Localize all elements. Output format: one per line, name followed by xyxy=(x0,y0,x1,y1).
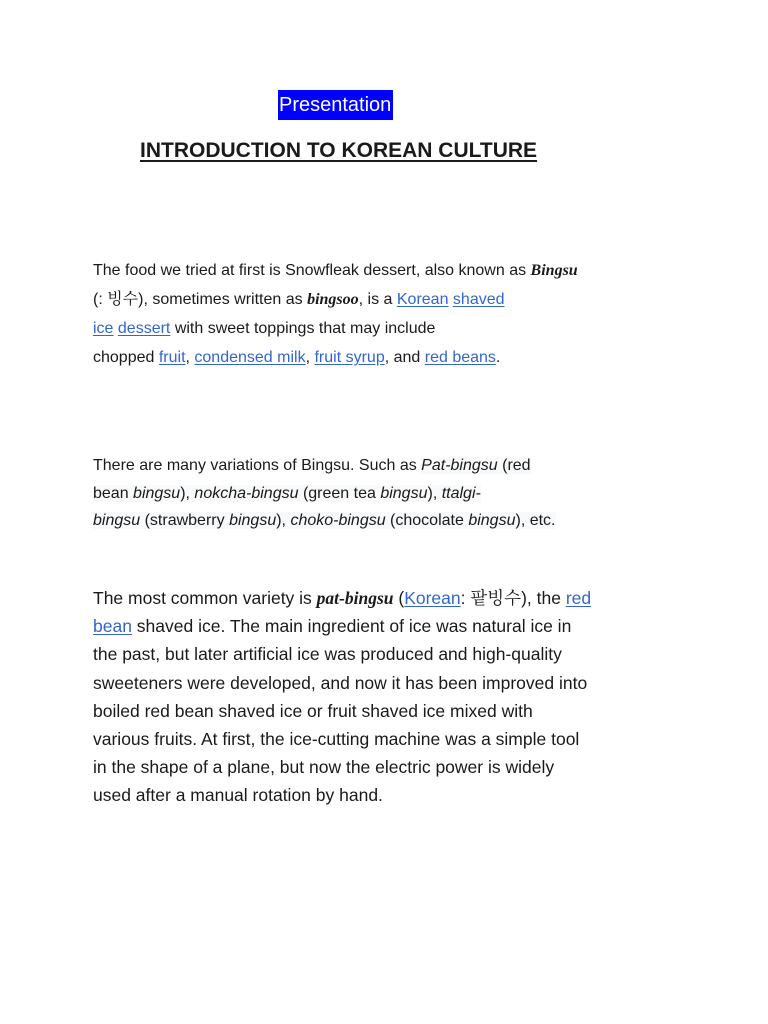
text-run: chopped xyxy=(93,349,159,366)
paragraph-line: the past, but later artificial ice was produced and high-quality xyxy=(93,644,562,665)
paragraph-line xyxy=(93,285,693,314)
text-run: with sweet toppings that may include xyxy=(170,320,436,337)
link-shaved[interactable]: shaved xyxy=(452,291,505,308)
link-fruit-syrup[interactable]: fruit syrup xyxy=(314,349,385,366)
term-bingsu: bingsu xyxy=(133,484,181,502)
text-run: . xyxy=(495,349,501,366)
paragraph-line xyxy=(93,256,693,285)
paragraph-line: boiled red bean shaved ice or fruit shaved ice mixed with xyxy=(93,700,533,721)
paragraph-variations xyxy=(93,452,693,535)
text-run: , is a xyxy=(358,291,397,308)
paragraph-line xyxy=(93,507,693,535)
term-bingsu: bingsu xyxy=(93,512,141,529)
paragraph-line xyxy=(93,314,693,343)
paragraph-line xyxy=(93,343,693,372)
text-run: There are many variations of Bingsu. Such as xyxy=(93,457,422,474)
text-run: (green tea xyxy=(298,484,381,502)
link-fruit[interactable]: fruit xyxy=(158,349,186,366)
text-run: ( xyxy=(393,588,405,608)
link-condensed-milk[interactable]: condensed milk xyxy=(194,349,306,366)
text-run: ), xyxy=(276,512,291,529)
link-red[interactable]: red xyxy=(565,588,592,608)
text-run: The most common variety is xyxy=(93,588,317,608)
text-run: ), etc. xyxy=(515,512,556,529)
link-korean[interactable]: Korean xyxy=(396,291,449,308)
term-ttalgi: ttalgi- xyxy=(441,484,481,502)
text-run: ), xyxy=(180,484,195,502)
link-korean[interactable]: Korean xyxy=(404,588,461,608)
link-red-beans[interactable]: red beans xyxy=(424,349,496,366)
paragraph-line: various fruits. At first, the ice-cutting machine was a simple tool xyxy=(93,729,580,750)
text-run: , and xyxy=(384,349,425,366)
paragraph-line xyxy=(93,612,693,640)
text-run: shaved ice. The main ingredient of ice was natural ice in xyxy=(131,616,572,637)
text-run: ), xyxy=(427,484,442,502)
page-title: INTRODUCTION TO KOREAN CULTURE xyxy=(140,139,538,162)
text-run: bean xyxy=(93,484,134,502)
text-run: , xyxy=(305,349,315,366)
term-choko-bingsu: choko-bingsu xyxy=(290,512,386,529)
text-run: (red xyxy=(497,457,531,474)
paragraph-bingsu-intro xyxy=(93,256,693,372)
text-run: (strawberry xyxy=(140,512,230,529)
presentation-badge: Presentation xyxy=(278,90,393,120)
paragraph-line: sweeteners were developed, and now it has been improved into xyxy=(93,672,588,693)
term-bingsoo: bingsoo xyxy=(307,291,359,308)
text-run: The food we tried at first is Snowfleak dessert, also known as xyxy=(93,262,531,279)
paragraph-line xyxy=(93,584,693,612)
term-pat-bingsu: pat-bingsu xyxy=(316,588,394,608)
term-bingsu: bingsu xyxy=(229,512,277,529)
term-nokcha-bingsu: nokcha-bingsu xyxy=(194,484,299,502)
paragraph-line: in the shape of a plane, but now the electric power is widely xyxy=(93,757,555,778)
term-bingsu: bingsu xyxy=(468,512,516,529)
term-pat-bingsu: Pat-bingsu xyxy=(421,457,498,474)
link-bean[interactable]: bean xyxy=(93,616,132,637)
paragraph-line xyxy=(93,452,693,480)
text-run: (chocolate xyxy=(385,512,469,529)
text-run: (: 빙수), sometimes written as xyxy=(93,291,308,308)
term-bingsu: bingsu xyxy=(380,484,428,502)
text-run: , xyxy=(185,349,195,366)
term-bingsu: Bingsu xyxy=(530,262,578,279)
paragraph-pat-bingsu xyxy=(93,584,693,810)
paragraph-line: used after a manual rotation by hand. xyxy=(93,785,383,806)
text-run: : 팥빙수), the xyxy=(460,588,566,608)
paragraph-line xyxy=(93,480,693,508)
link-dessert[interactable]: dessert xyxy=(117,320,171,337)
link-ice[interactable]: ice xyxy=(93,320,114,337)
